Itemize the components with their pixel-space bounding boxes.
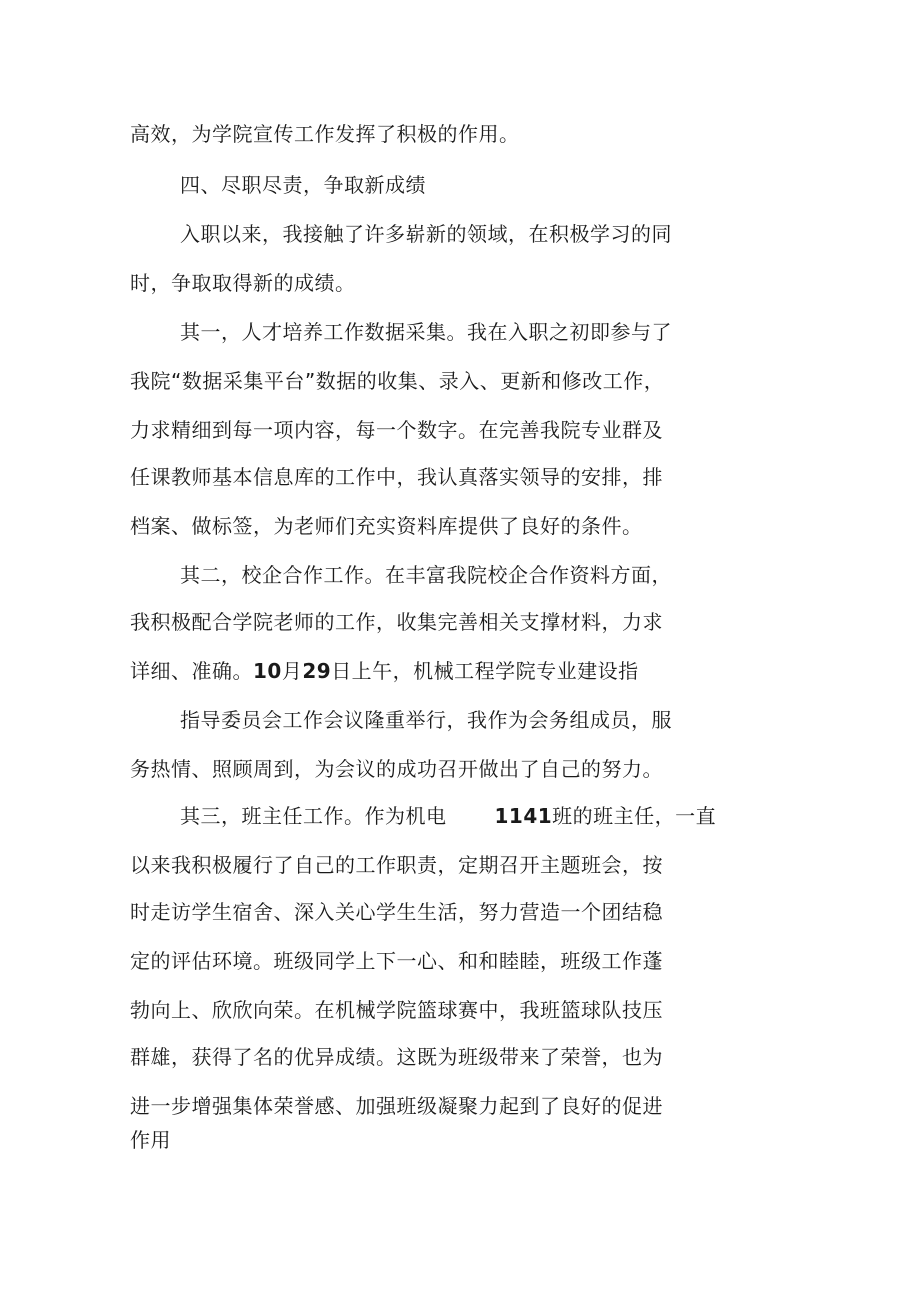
paragraph-line: 入职以来，我接触了许多崭新的领域，在积极学习的同 <box>180 222 672 246</box>
class-number: 1141 <box>494 804 553 828</box>
text-segment: 月 <box>281 659 303 683</box>
text-segment: 其三，班主任工作。作为机电 <box>180 804 447 828</box>
paragraph-line: 力求精细到每一项内容，每一个数字。在完善我院专业群及 <box>130 418 663 442</box>
paragraph-line: 我院“数据采集平台”数据的收集、录入、更新和修改工作， <box>130 369 665 393</box>
paragraph-line <box>130 659 639 683</box>
text-segment: 日上午，机械工程学院专业建设指 <box>331 659 639 683</box>
paragraph-line: 指导委员会工作会议隆重举行，我作为会务组成员，服 <box>180 708 672 732</box>
paragraph-line <box>180 804 716 828</box>
date-month: 10 <box>253 659 282 683</box>
paragraph-line: 勃向上、欣欣向荣。在机械学院篮球赛中，我班篮球队技压 <box>130 998 663 1022</box>
paragraph-line: 群雄，获得了名的优异成绩。这既为班级带来了荣誉，也为 <box>130 1045 663 1069</box>
paragraph-line: 时走访学生宿舍、深入关心学生生活，努力营造一个团结稳 <box>130 900 663 924</box>
paragraph-line: 任课教师基本信息库的工作中，我认真落实领导的安排，排 <box>130 465 663 489</box>
paragraph-line: 进一步增强集体荣誉感、加强班级凝聚力起到了良好的促进 <box>130 1094 663 1118</box>
section-heading: 四、尽职尽责，争取新成绩 <box>180 173 426 197</box>
paragraph-line: 定的评估环境。班级同学上下一心、和和睦睦，班级工作蓬 <box>130 949 663 973</box>
paragraph-line: 时，争取取得新的成绩。 <box>130 271 356 295</box>
paragraph-line: 其二，校企合作工作。在丰富我院校企合作资料方面， <box>180 563 672 587</box>
paragraph-line: 作用 <box>130 1128 171 1152</box>
paragraph-line: 务热情、照顾周到，为会议的成功召开做出了自己的努力。 <box>130 757 663 781</box>
paragraph-line: 档案、做标签，为老师们充实资料库提供了良好的条件。 <box>130 514 643 538</box>
paragraph-line: 高效，为学院宣传工作发挥了积极的作用。 <box>130 122 520 146</box>
text-segment: 班的班主任，一直 <box>552 804 717 828</box>
text-segment: 详细、准确。 <box>130 659 253 683</box>
paragraph-line: 其一，人才培养工作数据采集。我在入职之初即参与了 <box>180 320 672 344</box>
date-day: 29 <box>302 659 332 683</box>
paragraph-line: 我积极配合学院老师的工作，收集完善相关支撑材料，力求 <box>130 610 663 634</box>
paragraph-line: 以来我积极履行了自己的工作职责，定期召开主题班会，按 <box>130 853 663 877</box>
